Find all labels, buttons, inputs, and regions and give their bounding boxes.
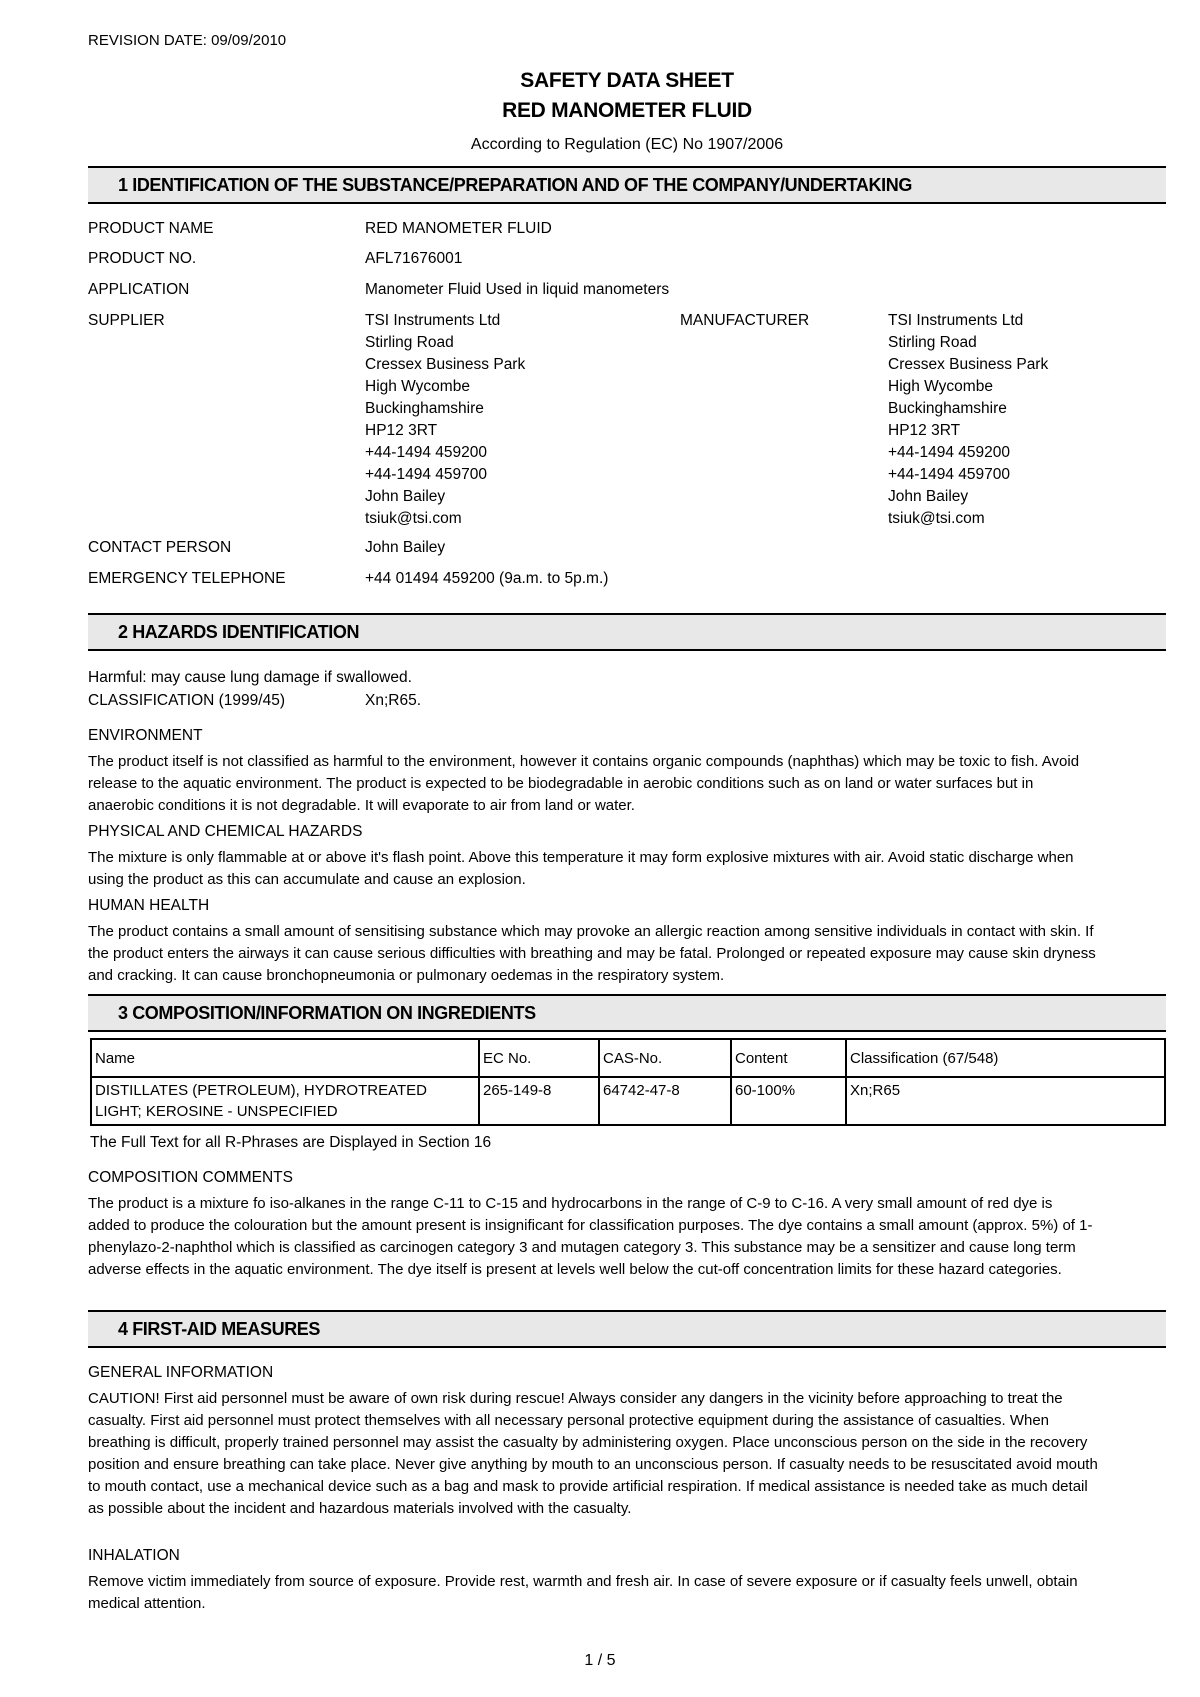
cell-cas-no: 64742-47-8 (599, 1077, 731, 1125)
manufacturer-line: John Bailey (888, 488, 969, 505)
manufacturer-line: TSI Instruments Ltd (888, 312, 1024, 329)
manufacturer-email: tsiuk@tsi.com (888, 510, 985, 527)
section-3-heading: 3 COMPOSITION/INFORMATION ON INGREDIENTS (88, 994, 1166, 1032)
col-cas-no: CAS-No. (599, 1039, 731, 1077)
manufacturer-label: MANUFACTURER (680, 312, 810, 329)
table-header-row (91, 1039, 1165, 1077)
supplier-line: High Wycombe (365, 378, 470, 395)
col-classification: Classification (67/548) (846, 1039, 1165, 1077)
cell-content: 60-100% (731, 1077, 846, 1125)
physical-hazards-text: The mixture is only flammable at or above it's flash point. Above this temperature it may form explosive mixtures with air. Avoid static discharge when using the product as this can accumulate and cause an explosion. (88, 849, 1074, 888)
full-text-note: The Full Text for all R-Phrases are Displayed in Section 16 (90, 1134, 492, 1151)
supplier-line: Stirling Road (365, 334, 454, 351)
supplier-email: tsiuk@tsi.com (365, 510, 462, 527)
emergency-telephone-value: +44 01494 459200 (9a.m. to 5p.m.) (365, 570, 609, 587)
contact-person-label: CONTACT PERSON (88, 539, 232, 556)
application-value: Manometer Fluid Used in liquid manometers (365, 281, 670, 298)
composition-table (90, 1038, 1166, 1126)
emergency-telephone-label: EMERGENCY TELEPHONE (88, 570, 286, 587)
supplier-line: Buckinghamshire (365, 400, 484, 417)
supplier-line: John Bailey (365, 488, 446, 505)
environment-label: ENVIRONMENT (88, 727, 203, 744)
supplier-address (365, 310, 525, 530)
general-information-text: CAUTION! First aid personnel must be aware of own risk during rescue! Always consider any dangers in the vicinity before approaching to treat the casualty. First aid personnel must protect themselves with all necessary personal protective equipment during the assistance of casualties. When breathing is difficult, properly trained personnel may assist the casualty by administering oxygen. Place unconscious person on the side in the recovery position and ensure breathing can take place. Never give anything by mouth to an unconscious person. If casualty needs to be resuscitated avoid mouth to mouth contact, use a mechanical device such as a bag and mask to provide artificial respiration. If medical assistance is needed take as much detail as possible about the incident and hazardous materials involved with the casualty. (88, 1390, 1098, 1517)
composition-comments-label: COMPOSITION COMMENTS (88, 1169, 293, 1186)
title-line-1: SAFETY DATA SHEET (520, 69, 734, 92)
supplier-line: Cressex Business Park (365, 356, 526, 373)
section-4-heading: 4 FIRST-AID MEASURES (88, 1310, 1166, 1348)
page-number: 1 / 5 (584, 1652, 616, 1669)
product-no-value: AFL71676001 (365, 250, 463, 267)
supplier-label: SUPPLIER (88, 312, 165, 329)
environment-text: The product itself is not classified as harmful to the environment, however it contains organic compounds (naphthas) which may be toxic to fish. Avoid release to the aquatic environment. The product is expected to be biodegradable in aerobic conditions such as on land or water surfaces but in anaerobic conditions it is not degradable. It will evaporate to air from land or water. (88, 753, 1080, 814)
contact-person-value: John Bailey (365, 539, 446, 556)
supplier-line: +44-1494 459700 (365, 466, 487, 483)
inhalation-label: INHALATION (88, 1547, 180, 1564)
composition-comments-text: The product is a mixture fo iso-alkanes in the range C-11 to C-15 and hydrocarbons in the range of C-9 to C-16. A very small amount of red dye is added to produce the colouration but the amount present is insignificant for classification purposes. The dye contains a small amount (approx. 5%) of 1-phenylazo-2-naphthol which is classified as carcinogen category 3 and mutagen category 3. This substance may be a sensitizer and cause long term adverse effects in the aquatic environment. The dye itself is present at levels well below the cut-off concentration limits for these hazard categories. (88, 1195, 1093, 1278)
general-information-label: GENERAL INFORMATION (88, 1364, 274, 1381)
manufacturer-line: Stirling Road (888, 334, 977, 351)
product-name-label: PRODUCT NAME (88, 220, 214, 237)
human-health-text: The product contains a small amount of sensitising substance which may provoke an allergic reaction among sensitive individuals in contact with skin. If the product enters the airways it can cause serious difficulties with breathing and may be fatal. Prolonged or repeated exposure may cause skin dryness and cracking. It can cause bronchopneumonia or pulmonary oedemas in the respiratory system. (88, 923, 1096, 984)
application-label: APPLICATION (88, 281, 190, 298)
manufacturer-line: High Wycombe (888, 378, 993, 395)
manufacturer-line: Cressex Business Park (888, 356, 1049, 373)
col-name: Name (91, 1039, 479, 1077)
inhalation-text: Remove victim immediately from source of exposure. Provide rest, warmth and fresh air. In case of severe exposure or if casualty feels unwell, obtain medical attention. (88, 1573, 1078, 1612)
section-2-heading: 2 HAZARDS IDENTIFICATION (88, 613, 1166, 651)
title-line-2: RED MANOMETER FLUID (502, 99, 752, 122)
cell-classification: Xn;R65 (846, 1077, 1165, 1125)
physical-hazards-label: PHYSICAL AND CHEMICAL HAZARDS (88, 823, 363, 840)
section-1-heading: 1 IDENTIFICATION OF THE SUBSTANCE/PREPARATION AND OF THE COMPANY/UNDERTAKING (88, 166, 1166, 204)
supplier-line: TSI Instruments Ltd (365, 312, 501, 329)
table-row (91, 1077, 1165, 1125)
human-health-label: HUMAN HEALTH (88, 897, 210, 914)
document-title (88, 66, 1166, 126)
supplier-line: +44-1494 459200 (365, 444, 487, 461)
regulation-line: According to Regulation (EC) No 1907/2006 (470, 136, 784, 153)
cell-name: DISTILLATES (PETROLEUM), HYDROTREATED LIGHT; KEROSINE - UNSPECIFIED (91, 1077, 479, 1125)
col-ec-no: EC No. (479, 1039, 599, 1077)
supplier-line: HP12 3RT (365, 422, 438, 439)
harmful-statement: Harmful: may cause lung damage if swallowed. (88, 669, 412, 686)
manufacturer-line: +44-1494 459200 (888, 444, 1010, 461)
manufacturer-line: HP12 3RT (888, 422, 961, 439)
col-content: Content (731, 1039, 846, 1077)
product-no-label: PRODUCT NO. (88, 250, 197, 267)
cell-ec-no: 265-149-8 (479, 1077, 599, 1125)
product-name-value: RED MANOMETER FLUID (365, 220, 552, 237)
manufacturer-line: +44-1494 459700 (888, 466, 1010, 483)
revision-date: REVISION DATE: 09/09/2010 (88, 32, 287, 49)
classification-label: CLASSIFICATION (1999/45) (88, 692, 285, 709)
manufacturer-line: Buckinghamshire (888, 400, 1007, 417)
manufacturer-address (888, 310, 1048, 530)
classification-value: Xn;R65. (365, 692, 422, 709)
